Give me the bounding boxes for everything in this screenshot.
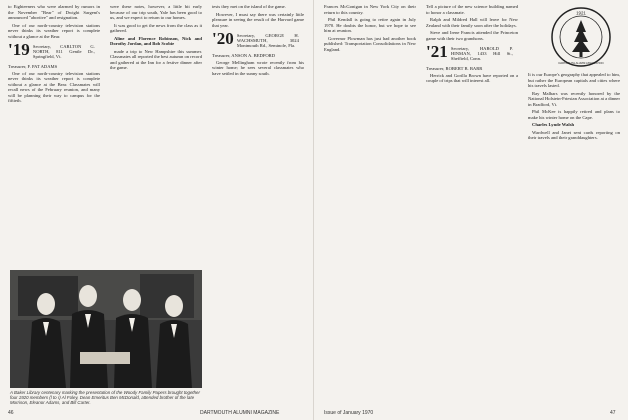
class-year-heading: '20 (212, 29, 234, 48)
page-number: 47 (610, 410, 616, 416)
subhead: Charles Lynde Walsh (532, 122, 575, 127)
class-19-header (8, 42, 100, 62)
group-photo (10, 270, 202, 388)
issue-date: Issue of January 1970 (324, 410, 374, 416)
paragraph: tests they met on the island of the game. (212, 4, 286, 9)
right-page (314, 0, 628, 420)
paragraph: made a trip to New Hampshire this summer. Classmates all reported the best autumn on record and gathered at the Inn for a festive dinner after the game. (110, 48, 202, 70)
class-treasurer: Treasurer, ANSON A. BEDFORD (212, 52, 276, 58)
magazine-title: DARTMOUTH ALUMNI MAGAZINE (200, 410, 280, 416)
paragraph: Herrick and Gorilla Brown have reported on a couple of trips that will interest all. (426, 72, 518, 84)
paragraph: Wardwell and Janet sent cards reporting on their travels and their granddaughters. (528, 129, 620, 140)
photo-caption: A Baker Library centenary marking the presentation of the Woody Family Papers brought together four 1920 members (l to r) Al Foley, Dean Emeritus Ben McDonald, attended brother of the late Morrison, Eleanor Adams, and Bill Carter. (10, 390, 200, 406)
paragraph: Phil McKee is happily retired and plans to make his winter home on the Cape. (528, 109, 620, 120)
paragraph: One of our north-country television stations never thinks its weather report is complete without a glance at the Bear. Classmates will recall news of the February reunion, and many will be planning their way to campus for the fiftieth. (8, 70, 100, 104)
class-year-heading: '19 (8, 40, 30, 59)
paragraph: Ray Malbars was recently honored by the National Holstein-Friesian Association at a dinner in Bradford, Vt. (528, 90, 620, 107)
class-secretary: Secretary, GEORGE H. WACHSMUTH, 3024 Montmouth Rd., Seminole, Fla. (236, 33, 299, 49)
paragraph: It is our Europe's geography that appealed to him, but rather the European capitals and cities where his travels lasted. (528, 72, 620, 88)
paragraph: Ralph and Mildred Hall will leave for New Zealand with their family soon after the holidays. (426, 17, 518, 28)
paragraph: Frances McGonigan in New York City on their return to this country. (324, 4, 416, 15)
subhead: Aline and Florence Robinson, Nick and Dorothy Jordan, and Bob Scobie (110, 35, 202, 46)
class-treasurer: Treasurer, ROBERT B. BARR (426, 65, 483, 71)
right-column-1 (324, 4, 416, 54)
class-20-header (212, 31, 304, 51)
paragraph: were these notes, however, a little bit early because of our trip south, Yale has been good to us, and we expect to return to our homes. (110, 4, 202, 20)
left-column-2 (110, 4, 202, 73)
class-21-header (426, 44, 518, 64)
paragraph: However, I must say there was certainly little pleasure in seeing the result of the Harvard game that year. (212, 11, 304, 28)
paragraph: Tell a picture of the new science building named to honor a classmate. (426, 4, 518, 15)
class-treasurer: Treasurer, F. PAT ADAMS (8, 63, 58, 69)
class-secretary: Secretary, HAROLD P. HINMAN, 1433 Hill St., Sheffield, Conn. (450, 46, 513, 62)
seal-year: 1921 (576, 10, 586, 16)
page-number: 46 (8, 410, 14, 416)
reunion-seal-logo (550, 6, 612, 68)
seal-text: DARTMOUTH ALUMNI ASSOCIATION (558, 62, 604, 65)
left-column-1 (8, 4, 100, 106)
class-secretary: Secretary, CARLTON G. NORTH, 811 Gentle Dr., Springfield, Vt. (32, 44, 95, 60)
paragraph: Governor Plowman has just had another book published: Transportation Consolidations in New England. (324, 35, 416, 52)
left-column-3 (212, 4, 304, 78)
paragraph: Phil Kendall is going to retire again in July 1970. He doubts the honor, but we hope to see him at reunion. (324, 17, 416, 33)
paragraph: It was good to get the news from the class as it gathered. (110, 22, 202, 33)
paragraph: Steve and Irene Francis attended the Princeton game with their two grandsons. (426, 30, 518, 41)
right-column-3 (528, 72, 620, 143)
paragraph: to Eighteeners who were alarmed by rumors in the November "Bear" of Dwight Sargent's announced "abortive" and resignation. (8, 4, 100, 20)
class-year-heading: '21 (426, 42, 448, 61)
right-column-2 (426, 4, 518, 86)
paragraph: George Mellingham wrote recently from his winter home; he sees several classmates who have settled in the sunny south. (212, 59, 304, 76)
paragraph: One of our north-country television stations never thinks its weather report is complete without a glance at the Bear. (8, 22, 100, 39)
